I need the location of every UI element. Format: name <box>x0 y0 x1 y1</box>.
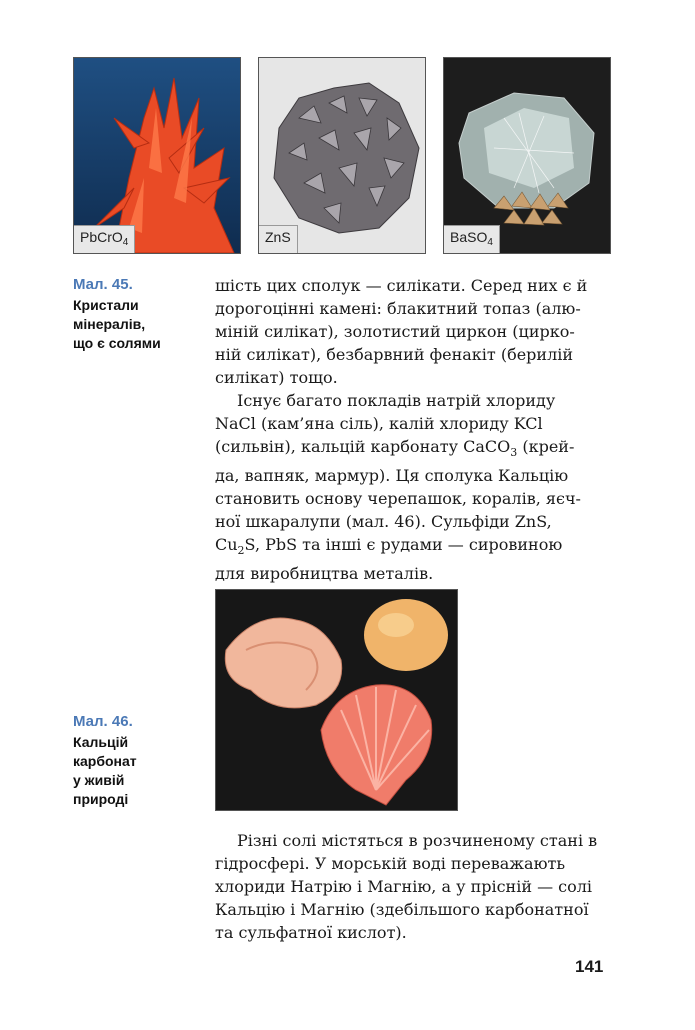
caption-line: що є солями <box>73 335 161 351</box>
formula-label-pbcro4: PbCrO$_4$ <box>74 225 135 253</box>
text-line: Cu <box>215 535 238 555</box>
text-line: дорогоцінні камені: блакитний топаз (алю- <box>215 299 581 318</box>
text-line: шість цих сполук — силікати. Серед них є й <box>215 276 588 295</box>
photo-crocoite <box>73 57 241 254</box>
text-line: ної шкаралупи (мал. 46). Сульфіди ZnS, <box>215 512 552 532</box>
formula-label-baso4: BaSO$_4$ <box>444 225 500 253</box>
crocoite-crystal-photo <box>74 58 240 253</box>
text-line: S, PbS та інші є рудами — сировиною <box>244 535 563 555</box>
paragraph-silicates <box>215 274 611 389</box>
text-line: становить основу черепашок, коралів, яєч- <box>215 489 581 509</box>
figure-46-caption <box>73 712 137 809</box>
caption-line: у живій <box>73 772 125 788</box>
text-line: міній силікат), золотистий циркон (цирко- <box>215 322 575 341</box>
text-line: (крей- <box>517 437 575 456</box>
text-line: та сульфатної кислот). <box>215 923 407 942</box>
caption-line: карбонат <box>73 753 137 769</box>
text-line: Існує багато покладів натрій хлориду <box>237 391 556 410</box>
text-line: ній силікат), безбарвний фенакіт (берилій <box>215 345 574 364</box>
text-line: (сильвін), кальцій карбонату CaCO <box>215 437 511 456</box>
text-line: для виробництва металів. <box>215 564 434 584</box>
photo-barite <box>443 57 611 254</box>
barite-crystal-photo <box>444 58 610 253</box>
text-line: Кальцію і Магнію (здебільшого карбонатної <box>215 900 589 919</box>
caption-line: Кристали <box>73 297 139 313</box>
formula-label-zns: ZnS <box>259 225 298 253</box>
text-line: Різні солі містяться в розчиненому стані в <box>237 831 598 850</box>
subscript: 3 <box>510 446 518 460</box>
paragraph-salt-deposits <box>215 389 611 585</box>
caption-line: мінералів, <box>73 316 146 332</box>
sphalerite-crystal-photo <box>259 58 425 253</box>
text-line: хлориди Натрію і Магнію, а у прісній — солі <box>215 877 593 896</box>
subscript: 2 <box>237 544 245 558</box>
figure-45-caption <box>73 275 161 353</box>
photo-seashells-egg <box>215 589 458 811</box>
text-line: да, вапняк, мармур). Ця сполука Кальцію <box>215 466 569 486</box>
caption-line: природі <box>73 791 129 807</box>
paragraph-hydrosphere <box>215 829 611 944</box>
text-line: силікат) тощо. <box>215 368 338 387</box>
seashells-and-egg-photo <box>216 590 457 810</box>
figure-46-number: Мал. 46. <box>73 713 133 730</box>
text-line: NaCl (кам’яна сіль), калій хлориду KCl <box>215 414 543 433</box>
figure-45-number: Мал. 45. <box>73 276 133 293</box>
caption-line: Кальцій <box>73 734 129 750</box>
photo-sphalerite <box>258 57 426 254</box>
text-line: гідросфері. У морській воді переважають <box>215 854 566 873</box>
page-number: 141 <box>575 957 604 976</box>
